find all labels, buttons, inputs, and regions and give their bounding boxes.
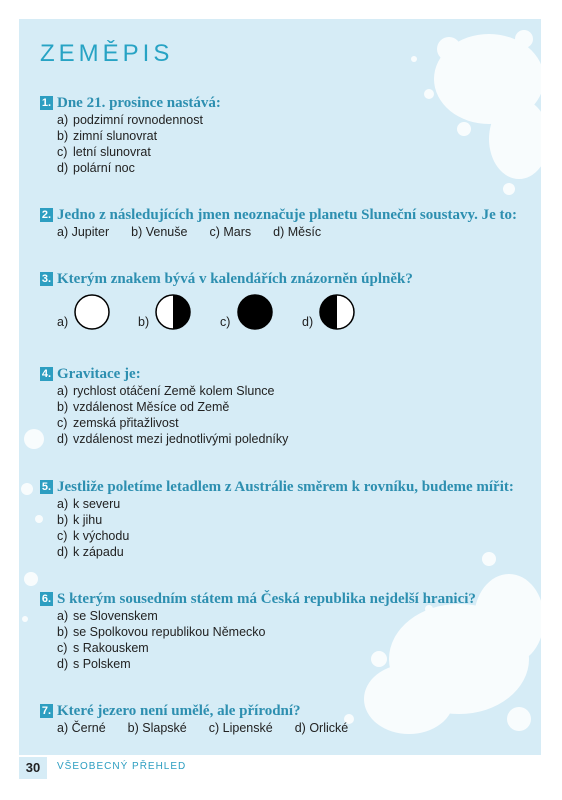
answer-option[interactable]: a) se Slovenskem <box>57 609 158 623</box>
footer-label: VŠEOBECNÝ PŘEHLED <box>57 761 187 772</box>
question-4 <box>40 365 288 447</box>
question-1 <box>40 94 221 176</box>
page-title: ZEMĚPIS <box>40 40 174 67</box>
question-number: 2. <box>41 209 52 221</box>
full-white-circle-icon <box>73 293 111 331</box>
answer-option[interactable]: c) s Rakouskem <box>57 641 149 655</box>
answer-option[interactable]: c) Mars <box>209 225 252 239</box>
left-half-black-circle-icon <box>318 293 356 331</box>
answer-option[interactable]: a) Černé <box>57 721 106 735</box>
answer-option[interactable]: c) Lipenské <box>208 721 273 735</box>
question-number: 3. <box>41 273 52 285</box>
answer-option[interactable]: b) vzdálenost Měsíce od Země <box>57 400 230 414</box>
question-6 <box>40 590 476 672</box>
answer-option[interactable]: c) letní slunovrat <box>57 145 151 159</box>
question-text: Kterým znakem bývá v kalendářích znázorněn úplněk? <box>57 271 413 287</box>
question-text: Jestliže poletíme letadlem z Austrálie směrem k rovníku, budeme mířit: <box>57 479 514 495</box>
answer-option[interactable]: d) Měsíc <box>273 225 322 239</box>
right-half-black-circle-icon <box>154 293 192 331</box>
answer-option[interactable]: a) podzimní rovnodennost <box>57 113 203 127</box>
question-number: 5. <box>41 481 52 493</box>
question-text: Jedno z následujících jmen neoznačuje planetu Sluneční soustavy. Je to: <box>57 207 518 223</box>
question-text: Dne 21. prosince nastává: <box>57 95 221 111</box>
answer-option[interactable]: b) zimní slunovrat <box>57 129 158 143</box>
answer-option[interactable]: a) Jupiter <box>57 225 110 239</box>
answer-option[interactable]: d) Orlické <box>294 721 349 735</box>
answer-option[interactable]: a) rychlost otáčení Země kolem Slunce <box>57 384 275 398</box>
answer-option[interactable]: c) zemská přitažlivost <box>57 416 179 430</box>
page-footer <box>19 757 541 779</box>
question-number: 4. <box>41 368 52 380</box>
answer-option[interactable]: b) Slapské <box>127 721 187 735</box>
question-text: Gravitace je: <box>57 366 141 382</box>
answer-option[interactable]: b) k jihu <box>57 513 103 527</box>
question-3 <box>40 270 413 288</box>
answer-option[interactable]: d) s Polskem <box>57 657 131 671</box>
question-7 <box>40 702 370 735</box>
answer-option[interactable]: c) k východu <box>57 529 130 543</box>
question-number: 7. <box>41 705 52 717</box>
answer-option[interactable]: b) Venuše <box>131 225 188 239</box>
question-5 <box>40 478 514 560</box>
question-text: S kterým sousedním státem má Česká republika nejdelší hranici? <box>57 591 476 607</box>
question-text: Které jezero není umělé, ale přírodní? <box>57 703 301 719</box>
answer-option[interactable]: b) se Spolkovou republikou Německo <box>57 625 266 639</box>
question-2 <box>40 206 517 239</box>
question-number: 6. <box>41 593 52 605</box>
answer-option[interactable]: d) k západu <box>57 545 124 559</box>
answer-option[interactable]: a) k severu <box>57 497 121 511</box>
page-number: 30 <box>19 757 47 779</box>
full-black-circle-icon <box>236 293 274 331</box>
answer-option[interactable]: d) polární noc <box>57 161 135 175</box>
answer-option[interactable]: d) vzdálenost mezi jednotlivými poledníky <box>57 432 289 446</box>
question-number: 1. <box>41 97 52 109</box>
